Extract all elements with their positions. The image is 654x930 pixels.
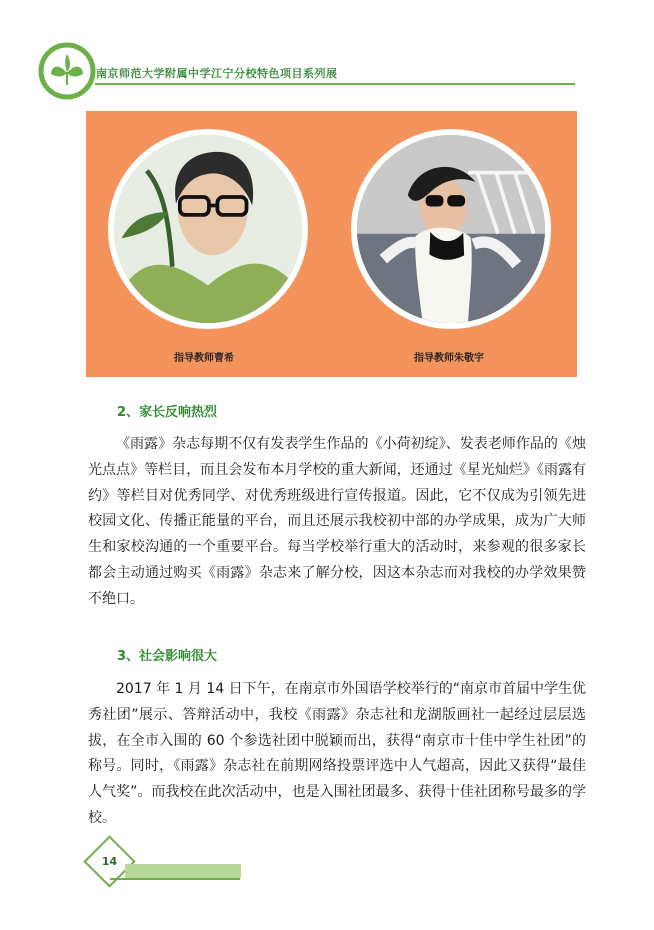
header-rule <box>95 83 575 85</box>
footer-bar <box>125 864 241 878</box>
photo-caption-zhu: 指导教师朱敬宇 <box>414 353 484 364</box>
teacher-photo-panel <box>86 111 577 377</box>
school-logo <box>38 42 96 100</box>
portrait-illustration-cao <box>114 135 302 323</box>
teacher-portrait-zhu <box>351 129 551 329</box>
photo-caption-cao: 指导教师曹希 <box>174 353 234 364</box>
page-number: 14 <box>101 855 118 868</box>
teacher-portrait-cao <box>108 129 308 329</box>
header-title: 南京师范大学附属中学江宁分校特色项目系列展 <box>96 67 338 80</box>
section-heading-social-impact: 3、社会影响很大 <box>117 649 218 664</box>
section-heading-parent-response: 2、家长反响热烈 <box>117 405 218 420</box>
footer-rule <box>110 878 240 880</box>
section-body-parent-response: 《雨露》杂志每期不仅有发表学生作品的《小荷初绽》、发表老师作品的《烛光点点》等栏目，而且会发布本月学校的重大新闻，还通过《星光灿烂》《雨露有约》等栏目对优秀同学、对优秀班级进行宣传报道。因此，它不仅成为引领先进校园文化、传播正能量的平台，而且还展示我校初中部的办学成果，成为广大师生和家校沟通的一个重要平台。每当学校举行重大的活动时，来参观的很多家长都会主动通过购买《雨露》杂志来了解分校，因这本杂志而对我校的办学效果赞不绝口。 <box>88 436 586 607</box>
section-body-social-impact: 2017 年 1 月 14 日下午，在南京市外国语学校举行的“南京市首届中学生优秀社团”展示、答辩活动中，我校《雨露》杂志社和龙湖版画社一起经过层层选拔，在全市入围的 60 个参选社团中脱颖而出，获得“南京市十佳中学生社团”的称号。同时，《雨露》杂志社在前期网络投票评选中人气超高，因此又获得“最佳人气奖”。而我校在此次活动中，也是入围社团最多、获得十佳社团称号最多的学校。 <box>88 681 586 826</box>
portrait-illustration-zhu <box>357 135 545 323</box>
